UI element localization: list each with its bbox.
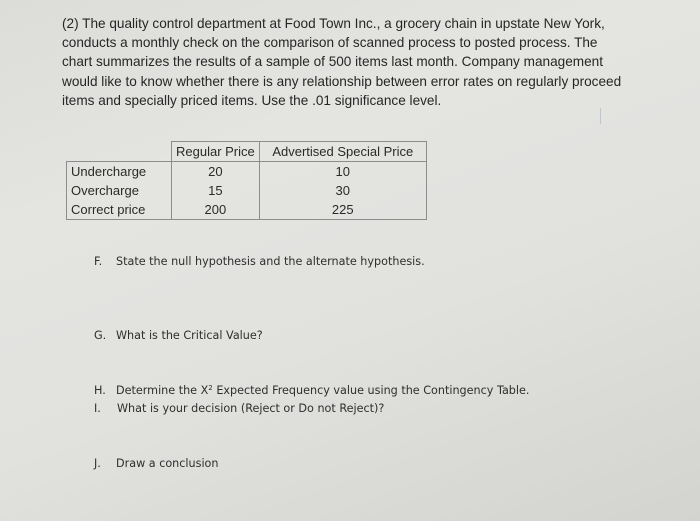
question-i-text: What is your decision (Reject or Do not Reject)? <box>117 402 385 415</box>
table-row <box>67 162 427 182</box>
row-label: Correct price <box>67 200 172 220</box>
question-h-letter: H. <box>94 384 106 397</box>
cell-special: 30 <box>259 181 426 200</box>
question-h <box>94 384 529 397</box>
question-j-text: Draw a conclusion <box>116 457 219 470</box>
problem-statement <box>62 14 687 110</box>
question-i <box>94 402 384 415</box>
contingency-table <box>66 141 427 220</box>
header-advertised-special-price: Advertised Special Price <box>259 142 426 162</box>
question-g-letter: G. <box>94 329 107 342</box>
cell-special: 225 <box>259 200 426 220</box>
question-g-text: What is the Critical Value? <box>116 329 263 342</box>
question-f-letter: F. <box>94 255 103 268</box>
table-row <box>67 200 427 220</box>
cell-special: 10 <box>259 162 426 182</box>
cell-regular: 20 <box>172 162 260 182</box>
chi-square-superscript: 2 <box>208 384 213 392</box>
problem-text: (2) The quality control department at Food Town Inc., a grocery chain in upstate New York, conducts a monthly check on the comparison of scanned process to posted process. The chart summarizes the results of a sample of 500 items last month. Company management would like to know whether there is any relationship between error rates on regularly proceed items and specially priced items. Use the .01 significance level. <box>62 16 622 108</box>
cell-regular: 200 <box>172 200 260 220</box>
question-j <box>94 457 219 470</box>
question-h-text-before: Determine the X <box>116 384 209 397</box>
question-h-text-after: Expected Frequency value using the Contingency Table. <box>212 384 530 397</box>
question-f <box>94 255 425 268</box>
table-row <box>67 181 427 200</box>
header-regular-price: Regular Price <box>172 142 260 162</box>
question-f-text: State the null hypothesis and the alternate hypothesis. <box>116 255 425 268</box>
question-g <box>94 329 263 342</box>
row-label: Overcharge <box>67 181 172 200</box>
table-corner <box>67 142 172 162</box>
row-label: Undercharge <box>67 162 172 182</box>
cell-regular: 15 <box>172 181 260 200</box>
question-i-letter: I. <box>94 402 101 415</box>
text-cursor-mark <box>600 108 601 124</box>
question-j-letter: J. <box>94 457 101 470</box>
